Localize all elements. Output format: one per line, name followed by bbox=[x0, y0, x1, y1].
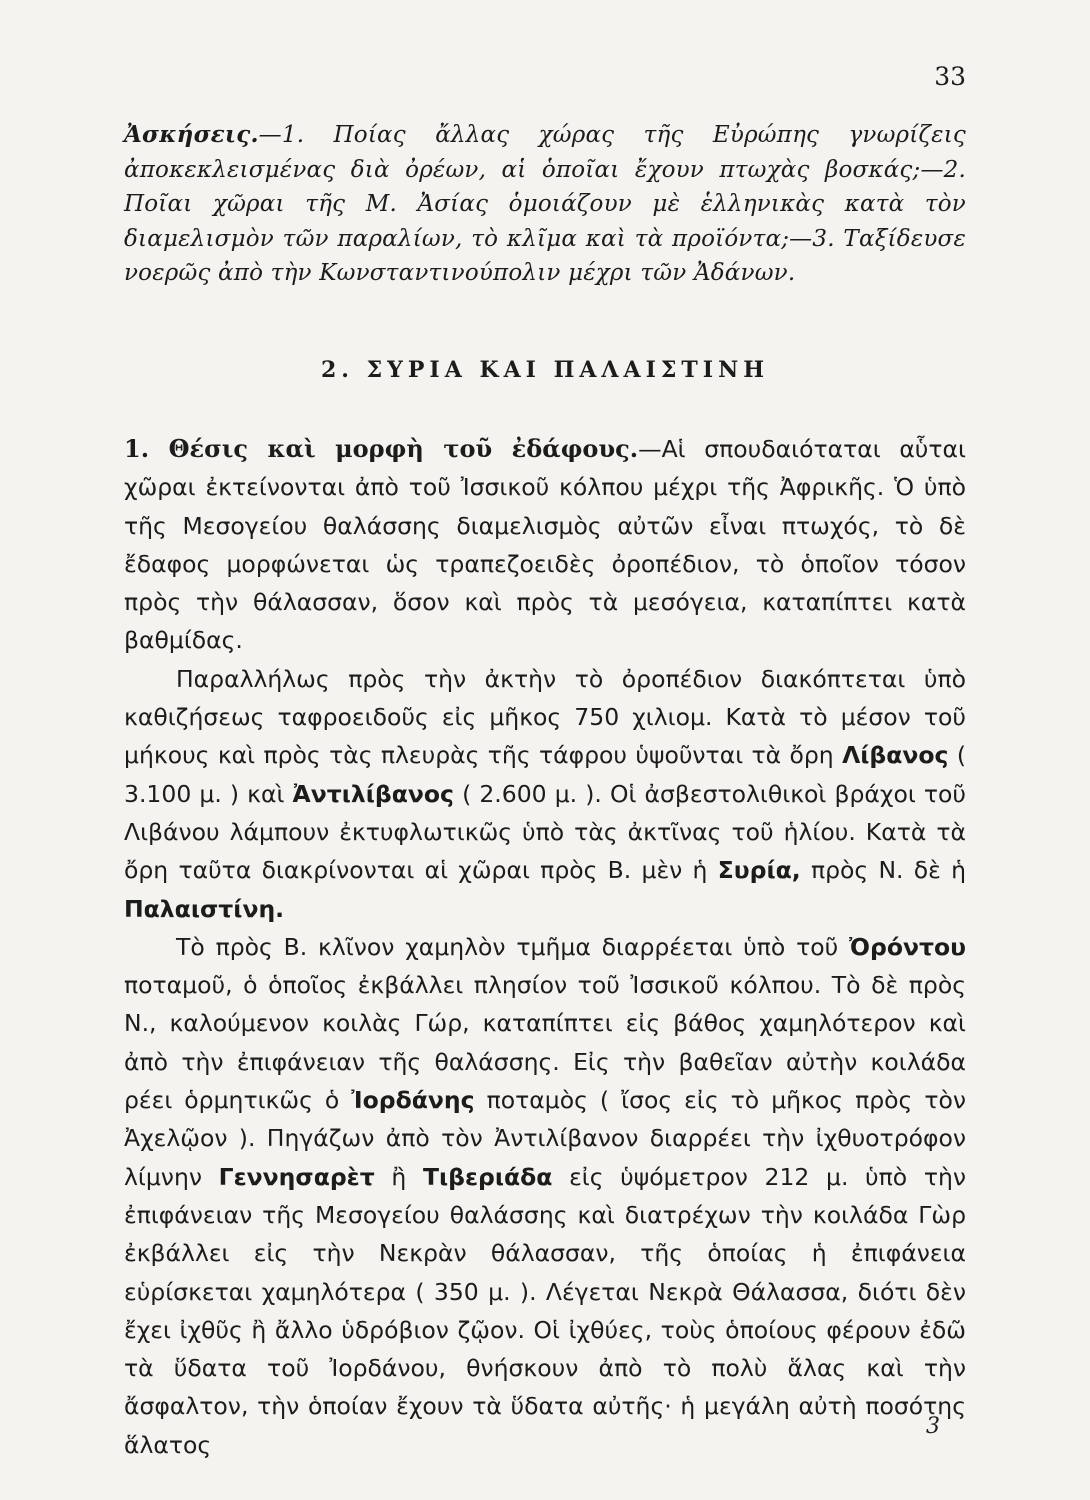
paragraph-text: ἢ bbox=[374, 1162, 423, 1191]
paragraph-text: Παραλλήλως πρὸς τὴν ἀκτὴν τὸ ὀροπέδιον διακόπτεται ὑπὸ καθιζήσεως ταφροειδοῦς εἰς μῆκος 750 χιλιομ. Κατὰ τὸ μέσον τοῦ μήκους καὶ πρὸς τὰς πλευρὰς τῆς τάφρου ὑψοῦνται τὰ ὄρη bbox=[124, 664, 966, 770]
term-antilebanon: Ἀντιλίβανος bbox=[292, 779, 454, 808]
exercises-block bbox=[124, 118, 966, 291]
paragraph-text: εἰς ὑψόμετρον 212 μ. ὑπὸ τὴν ἐπιφάνειαν τῆς Μεσογείου θαλάσσης καὶ διατρέχων τὴν κοιλάδα Γὼρ ἐκβάλλει εἰς τὴν Νεκρὰν θάλασσαν, τῆς ὁποίας ἡ ἐπιφάνεια εὑρίσκεται χαμηλότερα ( 350 μ. ). Λέγεται Νεκρὰ Θάλασσα, διότι δὲν ἔχει ἰχθῦς ἢ ἄλλο ὑδρόβιον ζῷον. Οἱ ἰχθύες, τοὺς ὁποίους φέρουν ἐδῶ τὰ ὕδατα τοῦ Ἰορδάνου, θνήσκουν ἀπὸ τὸ πολὺ ἅλας καὶ τὴν ἄσφαλτον, τὴν ὁποίαν ἔχουν τὰ ὕδατα αὐτῆς· ἡ μεγάλη αὐτὴ ποσότης ἅλατος bbox=[124, 1162, 966, 1459]
signature-mark: 3 bbox=[926, 1414, 940, 1439]
term-jordan: Ἰορδάνης bbox=[351, 1086, 475, 1115]
exercises-text: —1. Ποίας ἄλλας χώρας τῆς Εὐρώπης γνωρίζεις ἀποκεκλεισμένας διὰ ὀρέων, αἱ ὁποῖαι ἔχουν πτωχὰς βοσκάς;—2. Ποῖαι χῶραι τῆς Μ. Ἀσίας ὁμοιάζουν μὲ ἑλληνικὰς κατὰ τὸν διαμελισμὸν τῶν παραλίων, τὸ κλῖμα καὶ τὰ προϊόντα;—3. Ταξίδευσε νοερῶς ἀπὸ τὴν Κωνσταντινούπολιν μέχρι τῶν Ἀδάνων. bbox=[124, 122, 966, 286]
paragraph-mountains bbox=[124, 660, 966, 928]
term-gennesaret: Γεννησαρὲτ bbox=[218, 1162, 375, 1191]
paragraph-position-shape bbox=[124, 430, 966, 660]
paragraph-text: ποταμοῦ, ὁ ὁποῖος ἐκβάλλει πλησίον τοῦ Ἰσσικοῦ κόλπου. Τὸ δὲ πρὸς Ν., καλούμενον κοιλὰς Γώρ, καταπίπτει εἰς βάθος χαμηλότερον καὶ ἀπὸ τὴν ἐπιφάνειαν τῆς θαλάσσης. Εἰς τὴν βαθεῖαν αὐτὴν κοιλάδα ρέει ὁρμητικῶς ὁ bbox=[124, 971, 966, 1115]
paragraph-text: πρὸς Ν. δὲ ἡ bbox=[800, 856, 966, 885]
term-palestine: Παλαιστίνη. bbox=[124, 894, 285, 923]
body-text bbox=[124, 430, 966, 1464]
term-orontes: Ὀρόντου bbox=[849, 932, 966, 961]
paragraph-text: ( 2.600 μ. ). Οἱ ἀσβεστολιθικοὶ βράχοι τοῦ Λιβάνου λάμπουν ἐκτυφλωτικῶς ὑπὸ τὰς ἀκτῖνας τοῦ ἡλίου. Κατὰ τὰ ὄρη ταῦτα διακρίνονται αἱ χῶραι πρὸς Β. μὲν ἡ bbox=[124, 779, 966, 885]
exercises-label: Ἀσκήσεις. bbox=[124, 121, 259, 148]
page-number: 33 bbox=[934, 62, 966, 91]
paragraph-text: ποταμὸς ( ἴσος εἰς τὸ μῆκος πρὸς τὸν Ἀχελῷον ). Πηγάζων ἀπὸ τὸν Ἀντιλίβανον διαρρέει τὴν ἰχθυοτρόφον λίμνην bbox=[124, 1086, 966, 1191]
term-syria: Συρία, bbox=[717, 856, 801, 885]
paragraph-rivers bbox=[124, 928, 966, 1464]
term-tiberias: Τιβεριάδα bbox=[422, 1162, 553, 1191]
term-lebanon: Λίβανος bbox=[842, 741, 949, 770]
paragraph-text: ( 3.100 μ. ) καὶ bbox=[124, 741, 966, 808]
paragraph-text: —Αἱ σπουδαιόταται αὗται χῶραι ἐκτείνονται ἀπὸ τοῦ Ἰσσικοῦ κόλπου μέχρι τῆς Ἀφρικῆς. Ὁ ὑπὸ τῆς Μεσογείου θαλάσσης διαμελισμὸς αὐτῶν εἶναι πτωχός, τὸ δὲ ἔδαφος μορφώνεται ὡς τραπεζοειδὲς ὀροπέδιον, τὸ ὁποῖον τόσον πρὸς τὴν θάλασσαν, ὅσον καὶ πρὸς τὰ μεσόγεια, καταπίπτει κατὰ βαθμίδας. bbox=[124, 435, 967, 655]
subsection-heading: 1. Θέσις καὶ μορφὴ τοῦ ἐδάφους. bbox=[124, 434, 639, 463]
paragraph-text: Τὸ πρὸς Β. κλῖνον χαμηλὸν τμῆμα διαρρέεται ὑπὸ τοῦ bbox=[176, 932, 850, 961]
section-title: 2. ΣΥΡΙΑ ΚΑΙ ΠΑΛΑΙΣΤΙΝΗ bbox=[321, 357, 769, 383]
